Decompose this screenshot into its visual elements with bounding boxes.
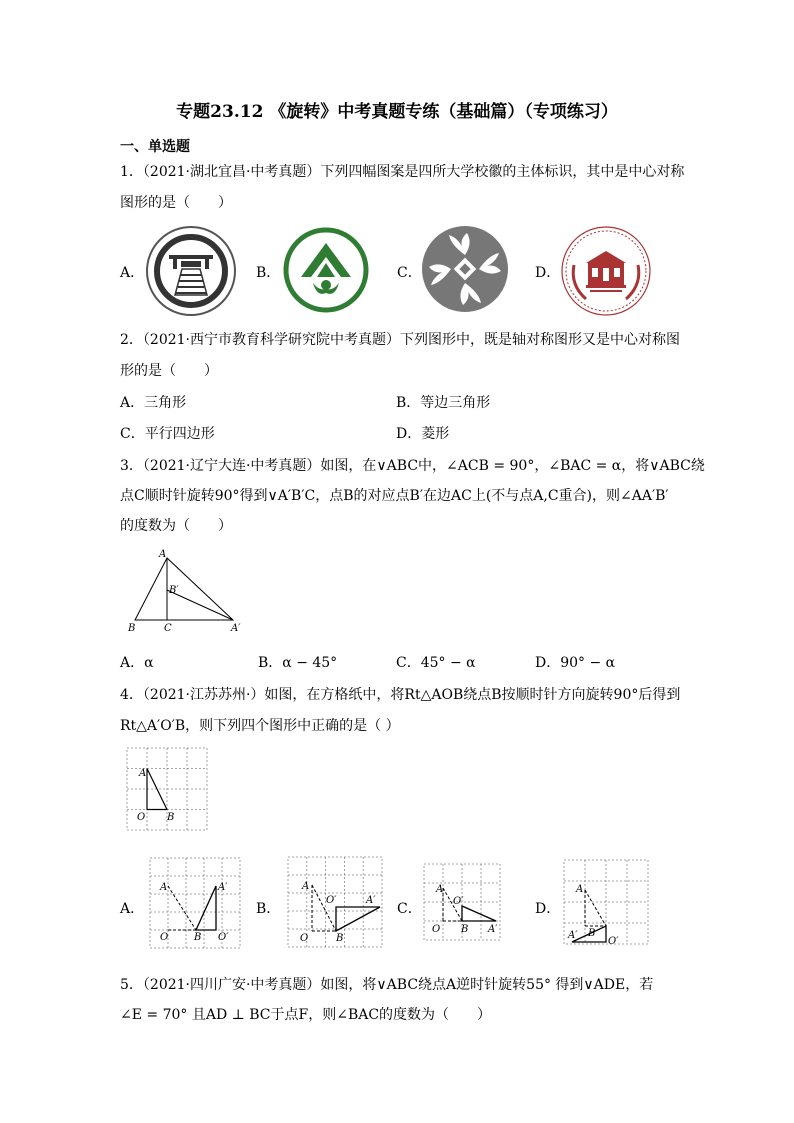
q1-option-b[interactable]: B． [256,265,281,281]
q4-original-grid-figure [127,748,207,830]
university-emblem-a-icon [145,225,237,317]
q2-option-c[interactable]: C．平行四边形 [120,426,215,442]
svg-text:A′: A′ [366,895,376,906]
svg-text:A: A [576,884,584,895]
svg-text:A: A [160,882,168,893]
q4-option-a[interactable]: A． [120,901,145,917]
q3-stem-line2: 点C顺时针旋转90°得到∨A′B′C，点B的对应点B′在边AC上(不与点A,C重合)，则∠AA′B′ [120,488,669,504]
university-emblem-b-icon [283,227,369,313]
svg-text:O: O [160,932,169,943]
q2-stem-line1: 2．（2021·西宁市教育科学研究院中考真题）下列图形中，既是轴对称图形又是中心对称图 [120,332,680,348]
q1-option-a[interactable]: A． [120,265,145,281]
svg-text:O: O [300,933,309,944]
university-emblem-d-icon [560,225,652,317]
svg-text:O: O [137,812,146,823]
q2-option-b[interactable]: B．等边三角形 [396,395,491,411]
svg-text:A: A [139,768,147,779]
q3-label-c: C [164,623,172,634]
svg-text:A: A [302,881,310,892]
q3-label-b: B [128,623,136,634]
university-emblem-c-icon [421,225,509,313]
svg-text:O′: O′ [608,936,619,947]
q2-stem-line2: 形的是（ ） [120,363,218,379]
q1-stem-line2: 图形的是（ ） [120,195,232,211]
svg-text:B: B [336,933,344,944]
q4-option-c-figure[interactable] [424,864,500,940]
q3-label-bprime: B′ [169,585,179,596]
q4-stem-line1: 4．（2021·江苏苏州·）如图，在方格纸中，将Rt△AOB绕点B按顺时针方向旋转90°后得到 [120,687,681,703]
q1-option-c[interactable]: C． [397,265,422,281]
q1-option-d[interactable]: D． [535,265,561,281]
svg-text:B: B [461,924,469,935]
q5-stem-line2: ∠E = 70° 且AD ⊥ BC于点F，则∠BAC的度数为（ ） [120,1007,492,1023]
q3-option-d[interactable]: D．90° − α [535,655,616,671]
svg-text:A′: A′ [488,924,498,935]
q3-label-aprime: A′ [231,623,241,634]
svg-text:B: B [167,812,175,823]
svg-text:A: A [436,884,444,895]
q4-option-a-figure[interactable] [150,858,240,948]
page-title: 专题23.12 《旋转》中考真题专练（基础篇）（专项练习） [176,102,618,122]
q4-option-d-figure[interactable] [564,860,648,947]
svg-text:O′: O′ [218,932,229,943]
q4-option-b[interactable]: B． [256,901,281,917]
svg-text:A′: A′ [568,930,578,941]
q3-option-b[interactable]: B．α − 45° [258,655,338,671]
q3-stem-line3: 的度数为（ ） [120,518,232,534]
q4-option-b-figure[interactable] [288,857,382,947]
q1-stem-line1: 1．（2021·湖北宜昌·中考真题）下列四幅图案是四所大学校徽的主体标识，其中是中心对称 [120,164,685,180]
q3-label-a: A [159,549,167,560]
q2-option-d[interactable]: D．菱形 [396,426,450,442]
q3-stem-line1: 3．（2021·辽宁大连·中考真题）如图，在∨ABC中，∠ACB = 90°，∠BAC = α，将∨ABC绕 [120,458,705,474]
q5-stem-line1: 5．（2021·四川广安·中考真题）如图，将∨ABC绕点A逆时针旋转55° 得到∨ADE，若 [120,977,654,993]
q3-option-a[interactable]: A．α [120,655,154,671]
svg-text:O′: O′ [453,896,464,907]
q3-triangle-figure [125,548,250,636]
svg-text:B: B [194,932,202,943]
q4-option-c[interactable]: C． [397,901,422,917]
q4-option-d[interactable]: D． [535,901,561,917]
svg-text:B: B [588,928,596,939]
q3-option-c[interactable]: C．45° − α [396,655,476,671]
section-heading: 一、单选题 [120,139,190,155]
svg-text:O: O [432,924,441,935]
svg-text:O′: O′ [326,895,337,906]
q2-option-a[interactable]: A．三角形 [120,395,187,411]
svg-text:A′: A′ [218,882,228,893]
q4-stem-line2: Rt△A′O′B，则下列四个图形中正确的是（ ） [120,718,400,734]
